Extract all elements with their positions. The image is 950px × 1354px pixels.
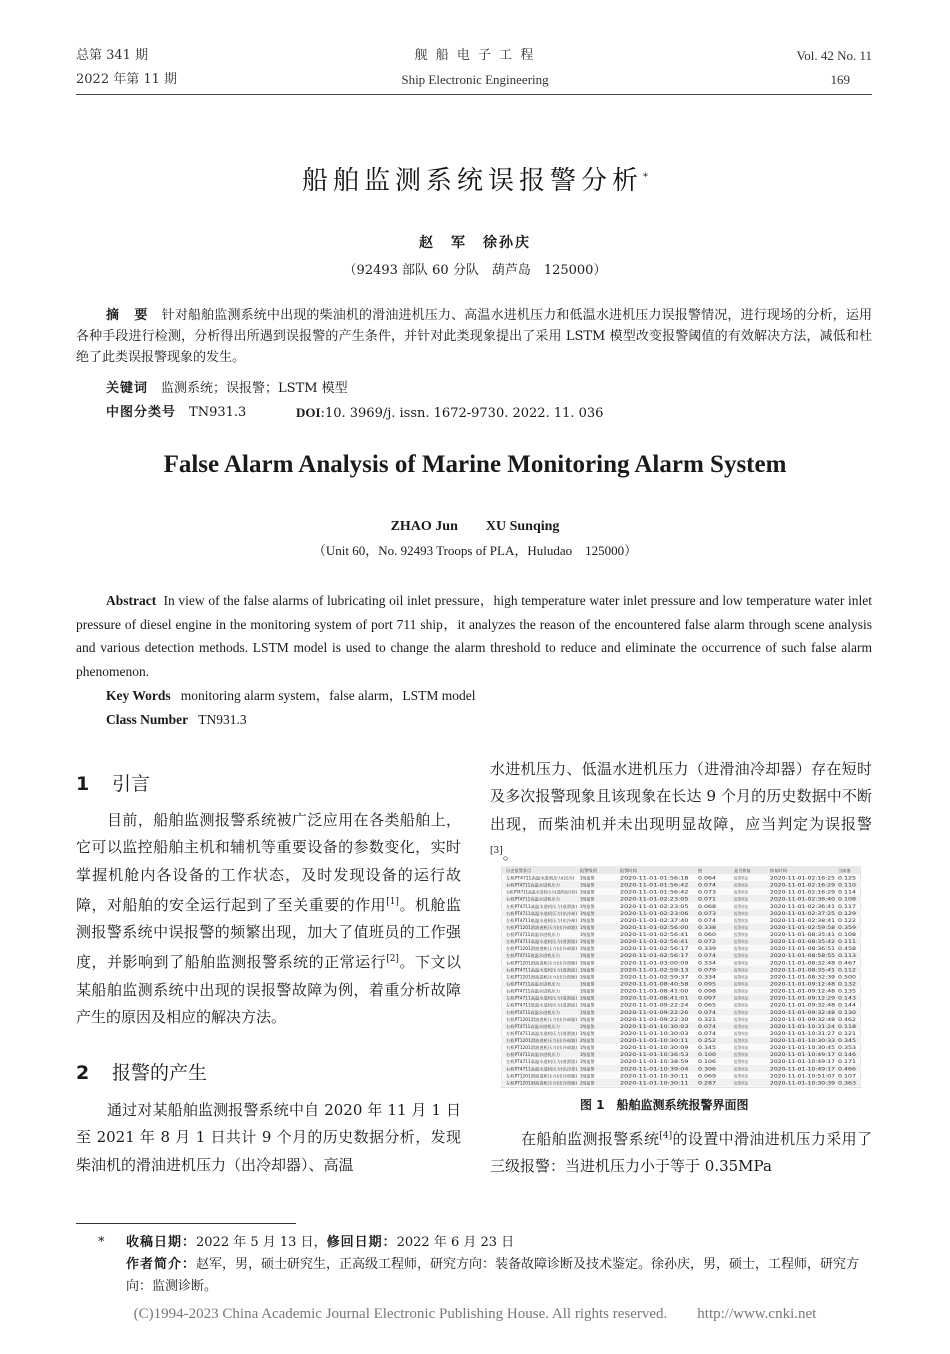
table-cell: 2020-11-01-02:56:41 xyxy=(620,939,690,945)
table-cell: 0.073 xyxy=(698,910,717,916)
table-cell: 1级报警 xyxy=(580,903,595,909)
classification-cn: 中图分类号 TN931.3 xyxy=(106,405,247,420)
table-cell: 右机PT1201滑油进机压力(出冷却器) xyxy=(506,924,573,930)
table-cell: 2020-11-01-03:00:09 xyxy=(620,960,690,966)
table-cell: 2020-11-01-02:56:00 xyxy=(620,924,690,930)
table-cell: 2020-11-01-02:36:40 xyxy=(770,896,836,902)
table-cell: 1级报警 xyxy=(580,882,595,888)
table-cell: 右机PT4711高温水进机压力 xyxy=(506,1023,558,1029)
table-cell: 0.334 xyxy=(698,960,717,966)
table-cell: 右机PT4711高温水进机压力 xyxy=(506,1009,558,1015)
table-cell: 0.110 xyxy=(838,882,857,888)
table-cell: 2020-11-01-10:30:09 xyxy=(620,1045,690,1051)
table-cell: 2020-11-01-09:12:48 xyxy=(770,988,836,994)
table-cell: 左机PT1201滑油进机压力(出冷却器) xyxy=(506,1073,573,1079)
table-cell: 0.106 xyxy=(698,1059,717,1065)
table-cell: 右机PT4711高温水进机压力 xyxy=(506,932,558,938)
table-cell: 右机PT1201滑油进机压力(出冷却器) xyxy=(506,1016,573,1022)
table-cell: 2020-11-01-02:37:25 xyxy=(770,910,836,916)
table-cell: 报警恢复 xyxy=(734,974,750,980)
table-cell: 报警恢复 xyxy=(734,1023,750,1029)
table-cell: 0.252 xyxy=(698,1038,717,1044)
table-header-bg xyxy=(501,866,861,874)
abstract-cn-label: 摘 要 xyxy=(106,308,149,323)
table-cell: 报警恢复 xyxy=(734,932,750,938)
table-cell: 左机PT4711高温水进机压力(进滑油) xyxy=(506,903,573,909)
table-cell: 报警恢复 xyxy=(734,1073,750,1079)
table-cell: 0.118 xyxy=(838,1023,857,1029)
table-cell: 1级报警 xyxy=(580,889,595,895)
table-cell: 2020-11-01-10:30:03 xyxy=(620,1023,690,1029)
table-cell: 2020-11-01-02:23:05 xyxy=(620,896,690,902)
table-cell: 右机PT4711高温水进机压力(进滑油冷却) xyxy=(506,889,581,895)
table-cell: 2020-11-01-01:56:42 xyxy=(620,889,690,895)
table-cell: 1级报警 xyxy=(580,988,595,994)
table-cell: 1级报警 xyxy=(580,953,595,959)
table-cell: 2020-11-01-10:30:33 xyxy=(770,1038,836,1044)
table-cell: 0.074 xyxy=(698,953,717,959)
table-cell: 2级报警 xyxy=(580,1038,595,1044)
table-cell: 0.065 xyxy=(698,1002,717,1008)
table-cell: 右机PT4711高温水进机压力 xyxy=(506,1052,558,1058)
table-cell: 2020-11-01-09:32:48 xyxy=(770,1009,836,1015)
table-cell: 1级报警 xyxy=(580,960,595,966)
table-cell: 2020-11-01-02:37:40 xyxy=(620,917,690,923)
class-number-en: Class Number TN931.3 xyxy=(106,712,247,727)
table-cell: 0.467 xyxy=(838,960,857,966)
table-cell: 右机PT4711高温水进机压力(进滑油) xyxy=(506,967,573,973)
table-cell: 0.074 xyxy=(698,1030,717,1036)
table-cell: 2020-11-01-08:40:58 xyxy=(620,981,690,987)
table-cell: 1级报警 xyxy=(580,1045,595,1051)
table-cell: 左机PT1201滑油进机压力(出冷却器) xyxy=(506,1080,573,1086)
paper-title-cn: 船舶监测系统误报警分析* xyxy=(301,166,648,196)
table-cell: 报警恢复 xyxy=(734,939,750,945)
table-cell: 2020-11-01-02:16:25 xyxy=(770,875,836,881)
keywords-en: Key Words monitoring alarm system，false alarm，LSTM model xyxy=(106,688,476,703)
table-cell: 2020-11-01-02:56:17 xyxy=(620,953,690,959)
table-cell: 0.060 xyxy=(698,932,717,938)
table-cell: 1级报警 xyxy=(580,1009,595,1015)
table-cell: 0.462 xyxy=(838,1016,857,1022)
table-cell: 1级报警 xyxy=(580,910,595,916)
table-cell: 左机PT4711低温水进机压力(出冷却) xyxy=(506,917,573,923)
table-cell: 0.121 xyxy=(838,1030,857,1036)
affiliation-en: （Unit 60，No. 92493 Troops of PLA，Huludao 125000） xyxy=(312,543,638,558)
table-cell: 0.114 xyxy=(838,889,857,895)
table-cell: 1级报警 xyxy=(580,1023,595,1029)
copyright-notice: (C)1994-2023 China Academic Journal Electronic Publishing House. All rights reserved. http://www.cnki.net xyxy=(133,1306,817,1322)
table-cell: 2020-11-01-02:56:17 xyxy=(620,946,690,952)
table-cell: 0.146 xyxy=(838,1052,857,1058)
table-cell: 报警恢复 xyxy=(734,1052,750,1058)
footnote: * 收稿日期：2022 年 5 月 13 日，修回日期：2022 年 6 月 23 日 作者简介：赵军，男，硕士研究生，正高级工程师，研究方向：装备故障诊断及技术鉴定。徐孙庆，男，硕士，工程师，研究方向：监测诊断。 xyxy=(98,1235,860,1294)
table-cell: 0.171 xyxy=(838,1059,857,1065)
table-cell: 0.069 xyxy=(698,1073,717,1079)
abstract-cn xyxy=(76,305,872,368)
table-cell: 左机PT4711高温水进机压力(出冷) xyxy=(506,875,569,881)
section-2-body-right-2: 在船舶监测报警系统[4]的设置中滑油进机压力采用了三级报警：当进机压力小于等于 0.35MPa xyxy=(490,1130,872,1176)
table-cell: 左机PT4711低温水进机压力 xyxy=(506,953,558,959)
table-cell: 0.338 xyxy=(698,924,717,930)
table-cell: 1级报警 xyxy=(580,1016,595,1022)
table-cell: 0.306 xyxy=(698,1066,717,1072)
page-number: 169 xyxy=(830,72,850,87)
table-cell: 2020-11-01-10:51:07 xyxy=(770,1073,836,1079)
figure-1-caption: 图 1 船舶监测系统报警界面图 xyxy=(580,1098,749,1112)
table-cell: 0.074 xyxy=(698,1023,717,1029)
table-cell: 左机PT1201滑油进机压力(出冷却器) xyxy=(506,974,573,980)
table-cell: 右机PT1201滑油进机压力(出冷却器) xyxy=(506,1038,573,1044)
table-cell: 0.112 xyxy=(838,967,857,973)
table-cell: 左机PT4711高温水进机压力(进滑油) xyxy=(506,1059,573,1065)
table-cell: 报警恢复 xyxy=(734,981,750,987)
table-cell: 2020-11-01-02:59:13 xyxy=(620,967,690,973)
table-cell: 2020-11-01-02:59:37 xyxy=(620,974,690,980)
table-cell: 0.108 xyxy=(838,896,857,902)
abstract-cn-text: 针对船舶监测系统中出现的柴油机的滑油进机压力、高温水进机压力和低温水进机压力误报警情况，进行现场的分析，运用各种手段进行检测，分析得出所遇到误报警的产生条件，并针对此类现象提出了采用 LSTM 模型改变报警阈值的有效解决方法，减低和杜绝了此类误报警现象的发生。 xyxy=(76,308,872,365)
table-cell: 0.073 xyxy=(698,889,717,895)
doi: DOI:10. 3969/j. issn. 1672-9730. 2022. 11. 036 xyxy=(296,405,604,421)
table-cell: 1级报警 xyxy=(580,917,595,923)
table-cell: 1级报警 xyxy=(580,924,595,930)
table-cell: 2020-11-01-02:36:41 xyxy=(770,903,836,909)
table-cell: 1级报警 xyxy=(580,946,595,952)
table-cell: 左机PT4711低温水进机压力(进滑油) xyxy=(506,1002,573,1008)
table-cell: 0.117 xyxy=(838,903,857,909)
table-cell: 2020-11-01-10:36:53 xyxy=(620,1052,690,1058)
table-cell: 2020-11-01-10:30:11 xyxy=(620,1038,690,1044)
table-cell: 2020-11-01-08:41:01 xyxy=(620,995,690,1001)
table-cell: 2020-11-01-10:38:59 xyxy=(620,1059,690,1065)
table-cell: 报警恢复 xyxy=(734,1080,750,1086)
table-cell: 0.359 xyxy=(838,924,857,930)
table-cell: 2020-11-01-02:16:29 xyxy=(770,882,836,888)
table-cell: 0.353 xyxy=(838,1045,857,1051)
table-cell: 2020-11-01-09:32:48 xyxy=(770,1002,836,1008)
table-cell: 0.097 xyxy=(698,995,717,1001)
table-cell: 0.130 xyxy=(838,1009,857,1015)
table-cell: 2020-11-01-09:32:48 xyxy=(770,1016,836,1022)
table-cell: 2020-11-01-10:39:04 xyxy=(620,1066,690,1072)
table-cell: 右机PT4711高温水进机压力 xyxy=(506,882,558,888)
table-cell: 0.345 xyxy=(838,1038,857,1044)
volume-number: Vol. 42 No. 11 xyxy=(796,48,872,63)
table-cell: 报警恢复 xyxy=(734,995,750,1001)
table-cell: 报警恢复 xyxy=(734,1038,750,1044)
table-cell: 0.107 xyxy=(838,1073,857,1079)
table-cell: 0.064 xyxy=(698,875,717,881)
table-cell: 0.334 xyxy=(698,974,717,980)
abstract-en: Abstract In view of the false alarms of lubricating oil inlet pressure，high temperature water inlet pressure and low temperature water inlet pressure of diesel engine in the monitoring system of port 711 ship，it analyzes the reason of the encountered false alarm through scene analysis and various detection methods. LSTM model is used to change the alarm threshold to reduce and eliminate the occurrence of such false alarm phenomenon. xyxy=(76,593,873,679)
table-cell: 1级报警 xyxy=(580,967,595,973)
table-cell: 0.339 xyxy=(698,946,717,952)
table-cell: 报警恢复 xyxy=(734,960,750,966)
table-cell: 0.113 xyxy=(838,953,857,959)
table-cell: 右机PT4711高温水进机压力(出冷却) xyxy=(506,910,573,916)
table-cell: 1级报警 xyxy=(580,1052,595,1058)
section-1-body: 目前，船舶监测报警系统被广泛应用在各类船舶上，它可以监控船舶主机和辅机等重要设备的参数变化，实时掌握机舱内各设备的工作状态，及时发现设备的运行故障，对船舶的安全运行起到了至关重要的作用[1]。机舱监测报警系统中误报警的频繁出现，加大了值班员的工作强度，并影响到了船舶监测报警系统的正常运行[2]。下文以某船舶监测系统中出现的误报警故障为例，着重分析故障产生的原因及相应的解决方法。 xyxy=(76,811,461,1027)
table-cell: 报警恢复 xyxy=(734,1066,750,1072)
keywords-cn: 关键词 监测系统；误报警；LSTM 模型 xyxy=(106,381,348,396)
table-cell: 0.071 xyxy=(698,896,717,902)
table-cell: 1级报警 xyxy=(580,939,595,945)
issue-total: 总第 341 期 xyxy=(76,48,149,63)
table-cell: 0.074 xyxy=(698,1009,717,1015)
table-cell: 右机PT4711高温水进机压力 xyxy=(506,896,558,902)
table-cell: 2020-11-01-02:16:29 xyxy=(770,889,836,895)
table-cell: 0.098 xyxy=(698,988,717,994)
table-cell: 0.132 xyxy=(838,981,857,987)
section-2-body-right: 水进机压力、低温水进机压力（进滑油冷却器）存在短时及多次报警现象且该现象在长达 9 个月的历史数据中不断出现，而柴油机并未出现明显故障，应当判定为误报警[3]。 xyxy=(490,760,872,863)
table-cell: 2020-11-01-10:31:24 xyxy=(770,1023,836,1029)
table-cell: 左机PT4711高温水进机压力(进滑油) xyxy=(506,939,573,945)
table-cell: 0.072 xyxy=(698,939,717,945)
table-header-cell: 值 xyxy=(698,868,703,873)
table-cell: 2020-11-01-08:36:51 xyxy=(770,946,836,952)
table-cell: 0.125 xyxy=(838,875,857,881)
table-cell: 0.458 xyxy=(838,946,857,952)
journal-name-en: Ship Electronic Engineering xyxy=(401,72,549,87)
table-cell: 左机PT4711高温水进机压力(进滑油) xyxy=(506,1030,573,1036)
table-cell: 2020-11-01-10:30:39 xyxy=(770,1080,836,1086)
table-cell: 2020-11-01-02:38:41 xyxy=(770,917,836,923)
table-header-cell: 报警级别 xyxy=(580,868,597,873)
table-cell: 2020-11-01-08:32:48 xyxy=(770,960,836,966)
table-cell: 0.143 xyxy=(838,995,857,1001)
authors-cn: 赵 军 徐孙庆 xyxy=(419,235,531,251)
table-cell: 右机PT4711高温水进机压力 xyxy=(506,988,558,994)
table-cell: 2020-11-01-08:58:55 xyxy=(770,953,836,959)
table-cell: 1级报警 xyxy=(580,981,595,987)
table-cell: 1级报警 xyxy=(580,932,595,938)
table-cell: 左机PT1201滑油进机压力(出冷却器) xyxy=(506,946,573,952)
table-cell: 2020-11-01-09:22:30 xyxy=(620,1016,690,1022)
table-cell: 2020-11-01-09:12:29 xyxy=(770,995,836,1001)
table-cell: 右机PT1201滑油进机压力(出冷却器) xyxy=(506,1045,573,1051)
section-1-heading: 1 引言 xyxy=(76,773,151,795)
paper-title-en: False Alarm Analysis of Marine Monitoring Alarm System xyxy=(163,451,787,478)
table-cell: 0.108 xyxy=(838,932,857,938)
table-cell: 0.500 xyxy=(838,974,857,980)
table-cell: 1级报警 xyxy=(580,1066,595,1072)
table-cell: 报警恢复 xyxy=(734,1016,750,1022)
table-cell: 报警恢复 xyxy=(734,917,750,923)
table-cell: 0.144 xyxy=(838,1002,857,1008)
table-cell: 0.111 xyxy=(838,939,857,945)
authors-en: ZHAO Jun XU Sunqing xyxy=(390,519,560,534)
table-cell: 2020-11-01-01:56:18 xyxy=(620,875,690,881)
table-cell: 2020-11-01-02:23:06 xyxy=(620,910,690,916)
header-rule xyxy=(76,94,872,95)
table-cell: 2020-11-01-02:59:58 xyxy=(770,924,836,930)
table-cell: 左机PT4711高温水进机压力(进滑油) xyxy=(506,995,573,1001)
table-cell: 1级报警 xyxy=(580,896,595,902)
journal-name-cn: 舰 船 电 子 工 程 xyxy=(414,48,536,63)
table-cell: 2020-11-01-09:22:26 xyxy=(620,1009,690,1015)
table-cell: 0.122 xyxy=(838,917,857,923)
figure-1-alarm-table xyxy=(501,866,861,1088)
table-cell: 右机PT4711高温水进机压力(出冷却) xyxy=(506,1066,573,1072)
table-cell: 2020-11-01-10:49:17 xyxy=(770,1052,836,1058)
table-header-cell: 当前值 xyxy=(838,868,851,873)
table-cell: 右机PT1201滑油进机压力(出冷却器) xyxy=(506,960,573,966)
table-cell: 报警恢复 xyxy=(734,1009,750,1015)
table-cell: 2020-11-01-10:49:17 xyxy=(770,1059,836,1065)
table-cell: 2020-11-01-10:31:27 xyxy=(770,1030,836,1036)
table-cell: 报警恢复 xyxy=(734,924,750,930)
table-cell: 2020-11-01-10:30:03 xyxy=(620,1030,690,1036)
table-cell: 0.345 xyxy=(698,1045,717,1051)
table-cell: 2级报警 xyxy=(580,1080,595,1086)
table-cell: 1级报警 xyxy=(580,1002,595,1008)
table-cell: 1级报警 xyxy=(580,1073,595,1079)
table-cell: 0.074 xyxy=(698,882,717,888)
footnote-rule xyxy=(76,1223,296,1224)
table-cell: 0.135 xyxy=(838,988,857,994)
table-cell: 报警恢复 xyxy=(734,903,750,909)
table-cell: 2020-11-01-01:56:42 xyxy=(620,882,690,888)
table-cell: 0.068 xyxy=(698,903,717,909)
table-cell: 右机PT4711高温水进机压力 xyxy=(506,981,558,987)
table-cell: 报警恢复 xyxy=(734,889,750,895)
table-cell: 报警恢复 xyxy=(734,875,750,881)
table-cell: 报警恢复 xyxy=(734,1002,750,1008)
table-cell: 2020-11-01-08:35:41 xyxy=(770,932,836,938)
table-cell: 1级报警 xyxy=(580,995,595,1001)
table-header-cell: 历史报警条目 xyxy=(506,868,532,873)
table-cell: 0.129 xyxy=(838,910,857,916)
table-cell: 0.074 xyxy=(698,917,717,923)
table-cell: 2020-11-01-08:41:00 xyxy=(620,988,690,994)
table-cell: 报警恢复 xyxy=(734,988,750,994)
table-cell: 报警恢复 xyxy=(734,946,750,952)
table-cell: 2020-11-01-08:35:41 xyxy=(770,967,836,973)
table-cell: 1级报警 xyxy=(580,1059,595,1065)
table-cell: 0.363 xyxy=(838,1080,857,1086)
table-cell: 报警恢复 xyxy=(734,882,750,888)
table-cell: 1级报警 xyxy=(580,1030,595,1036)
issue-year: 2022 年第 11 期 xyxy=(76,72,178,87)
affiliation-cn: （92493 部队 60 分队 葫芦岛 125000） xyxy=(343,263,607,278)
table-cell: 2020-11-01-10:30:11 xyxy=(620,1073,690,1079)
table-cell: 报警恢复 xyxy=(734,1059,750,1065)
table-cell: 1级报警 xyxy=(580,974,595,980)
table-cell: 报警恢复 xyxy=(734,953,750,959)
table-cell: 2020-11-01-09:12:48 xyxy=(770,981,836,987)
table-header-cell: 恢复时间 xyxy=(770,868,787,873)
table-header-cell: 是否恢复 xyxy=(734,868,751,873)
table-cell: 报警恢复 xyxy=(734,910,750,916)
table-cell: 0.095 xyxy=(698,981,717,987)
table-cell: 2020-11-01-08:32:39 xyxy=(770,974,836,980)
table-cell: 0.079 xyxy=(698,967,717,973)
table-cell: 报警恢复 xyxy=(734,1045,750,1051)
section-2-heading: 2 报警的产生 xyxy=(76,1062,208,1084)
table-cell: 2020-11-01-10:49:17 xyxy=(770,1066,836,1072)
section-2-body-left: 通过对某船舶监测报警系统中自 2020 年 11 月 1 日至 2021 年 8 月 1 日共计 9 个月的历史数据分析，发现柴油机的滑油进机压力（出冷却器）、高温 xyxy=(76,1101,461,1174)
table-cell: 0.287 xyxy=(698,1080,717,1086)
table-cell: 0.321 xyxy=(698,1016,717,1022)
table-cell: 2020-11-01-10:30:11 xyxy=(620,1080,690,1086)
table-cell: 1级报警 xyxy=(580,875,595,881)
table-cell: 报警恢复 xyxy=(734,1030,750,1036)
table-cell: 2020-11-01-02:56:41 xyxy=(620,932,690,938)
table-cell: 0.100 xyxy=(698,1052,717,1058)
table-header-cell: 报警时间 xyxy=(620,868,637,873)
table-cell: 2020-11-01-10:30:45 xyxy=(770,1045,836,1051)
table-cell: 2020-11-01-09:22:24 xyxy=(620,1002,690,1008)
table-cell: 2020-11-01-02:23:05 xyxy=(620,903,690,909)
table-cell: 2020-11-01-08:35:42 xyxy=(770,939,836,945)
table-cell: 报警恢复 xyxy=(734,967,750,973)
table-cell: 报警恢复 xyxy=(734,896,750,902)
table-cell: 0.466 xyxy=(838,1066,857,1072)
